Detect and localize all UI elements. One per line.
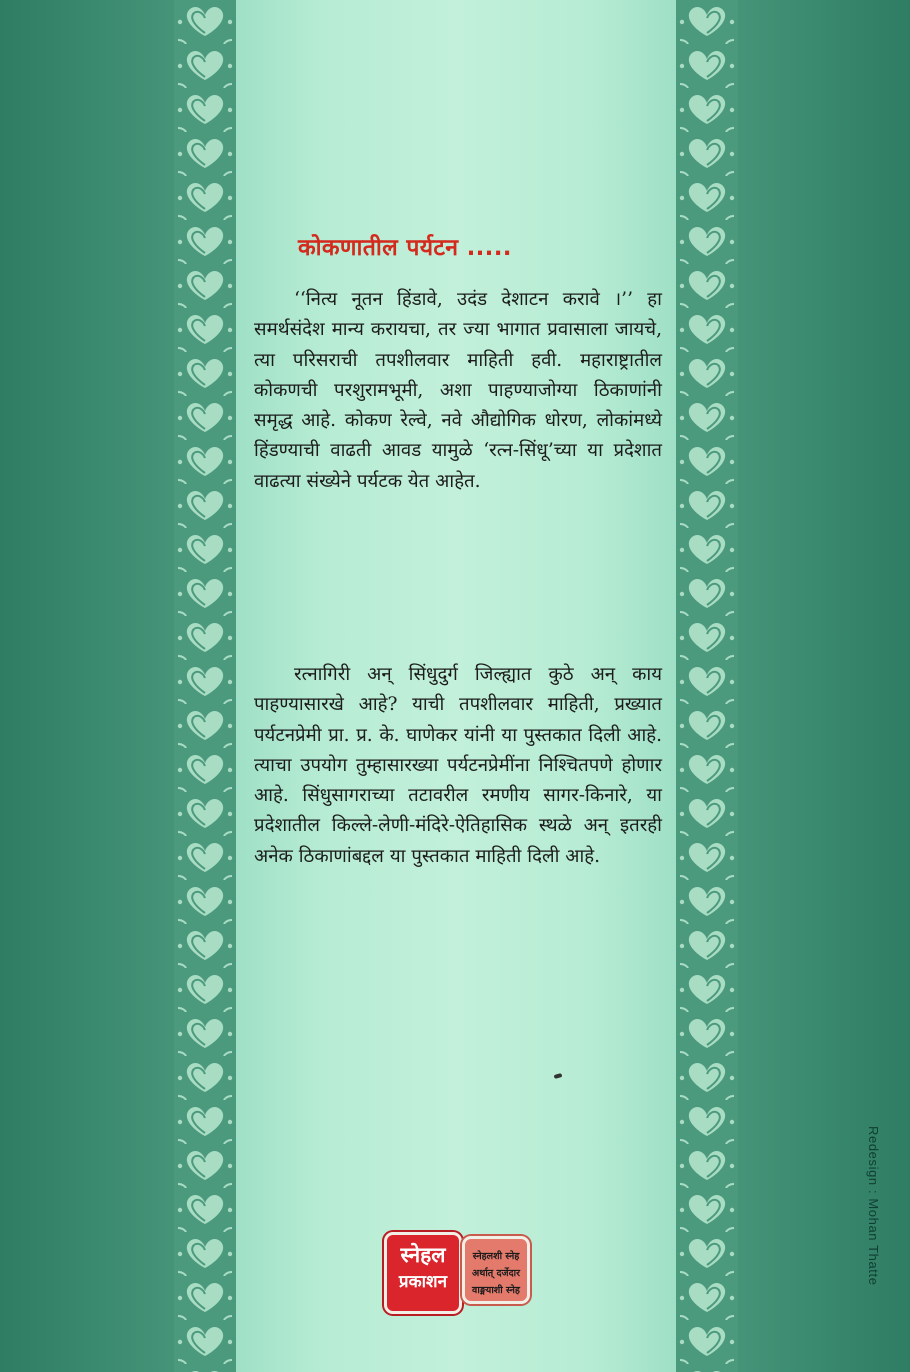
publisher-tagline <box>462 1236 530 1304</box>
publisher-logo-line2: प्रकाशन <box>398 1272 448 1292</box>
blurb-heading: कोकणातील पर्यटन ..... <box>298 235 512 261</box>
publisher-logo <box>384 1232 462 1314</box>
blurb-paragraph-2: रत्नागिरी अन् सिंधुदुर्ग जिल्ह्यात कुठे अन् काय पाहण्यासारखे आहे? याची तपशीलवार माहिती, प्रख्यात पर्यटनप्रेमी प्रा. प्र. के. घाणेकर यांनी या पुस्तकात दिली आहे. त्याचा उपयोग तुम्हासारख्या पर्यटनप्रेमींना निश्चितपणे होणार आहे. सिंधुसागराच्या तटावरील रमणीय सागर-किनारे, या प्रदेशातील किल्ले-लेणी-मंदिरे-ऐतिहासिक स्थळे अन् इतरही अनेक ठिकाणांबद्दल या पुस्तकात माहिती दिली आहे. <box>254 664 662 867</box>
leaf-border-left-icon <box>174 0 236 1372</box>
publisher-logo-line1: स्नेहल <box>400 1243 446 1267</box>
tagline-line-1: स्नेहलशी स्नेह <box>472 1251 520 1262</box>
redesign-credit: Redesign : Mohan Thatte <box>866 1126 881 1286</box>
leaf-border-right-icon <box>676 0 738 1372</box>
tagline-line-2: अर्थात् दर्जेदार <box>472 1268 520 1279</box>
blurb-paragraph-1: ‘‘नित्य नूतन हिंडावे, उदंड देशाटन करावे ।’’ हा समर्थसंदेश मान्य करायचा, तर ज्या भागात प्रवासाला जायचे, त्या परिसराची तपशीलवार माहिती हवी. महाराष्ट्रातील कोकणची परशुरामभूमी, अशा पाहण्याजोग्या ठिकाणांनी समृद्ध आहे. कोकण रेल्वे, नवे औद्योगिक धोरण, लोकांमध्ये हिंडण्याची वाढती आवड यामुळे ‘रत्न-सिंधू’च्या या प्रदेशात वाढत्या संख्येने पर्यटक येत आहेत. <box>254 289 662 492</box>
tagline-line-3: वाङ्मयाशी स्नेह <box>472 1285 520 1296</box>
